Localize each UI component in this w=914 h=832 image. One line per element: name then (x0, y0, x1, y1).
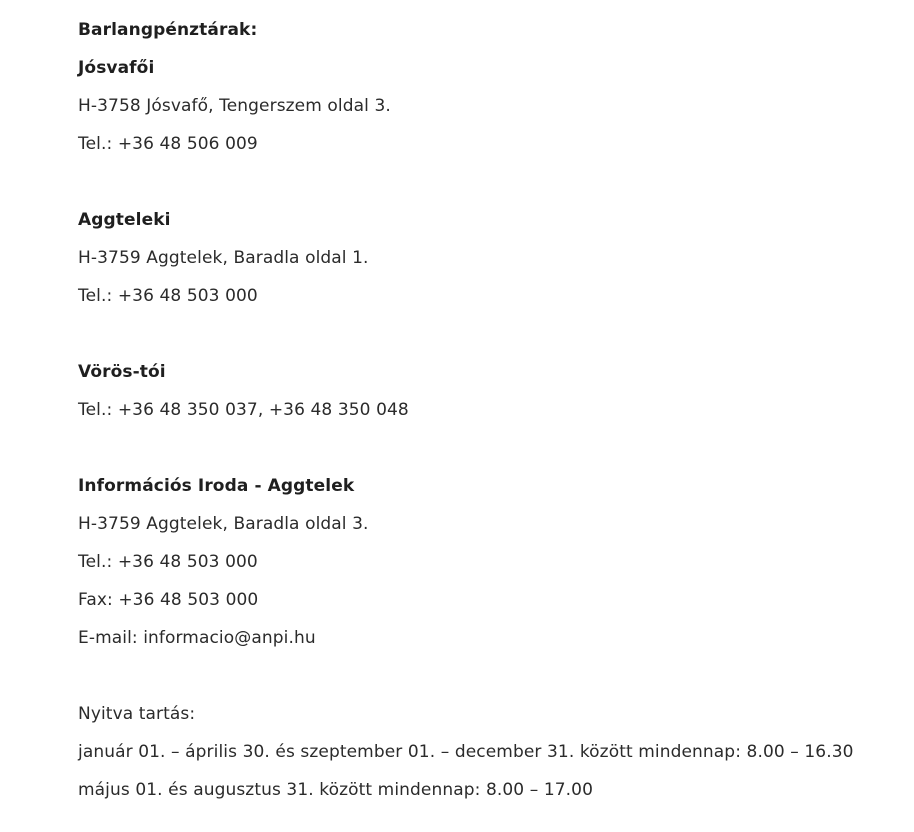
spacer (78, 315, 898, 353)
info-office-fax: Fax: +36 48 503 000 (78, 590, 259, 610)
office-name-vorostoi: Vörös-tói (78, 362, 166, 382)
contact-info (78, 11, 898, 809)
office-name-aggteleki: Aggteleki (78, 210, 171, 230)
email-link[interactable]: informacio@anpi.hu (143, 628, 316, 648)
opening-hours-line: január 01. – április 30. és szeptember 01. – december 31. között mindennap: 8.00 – 16.30 (78, 742, 854, 762)
spacer (78, 163, 898, 201)
office-address: H-3759 Aggtelek, Baradla oldal 1. (78, 248, 369, 268)
section-heading: Barlangpénztárak: (78, 20, 258, 40)
opening-hours-line: május 01. és augusztus 31. között mindennap: 8.00 – 17.00 (78, 780, 593, 800)
office-phone: Tel.: +36 48 506 009 (78, 134, 258, 154)
info-office-name: Információs Iroda - Aggtelek (78, 476, 355, 496)
office-name-josvafoi: Jósvafői (78, 58, 155, 78)
info-office-address: H-3759 Aggtelek, Baradla oldal 3. (78, 514, 369, 534)
spacer (78, 429, 898, 467)
office-phone: Tel.: +36 48 503 000 (78, 286, 258, 306)
info-office-email (78, 619, 898, 657)
office-phone: Tel.: +36 48 350 037, +36 48 350 048 (78, 400, 409, 420)
email-label: E-mail: (78, 628, 144, 648)
spacer (78, 657, 898, 695)
info-office-phone: Tel.: +36 48 503 000 (78, 552, 258, 572)
opening-hours-title: Nyitva tartás: (78, 704, 196, 724)
office-address: H-3758 Jósvafő, Tengerszem oldal 3. (78, 96, 391, 116)
